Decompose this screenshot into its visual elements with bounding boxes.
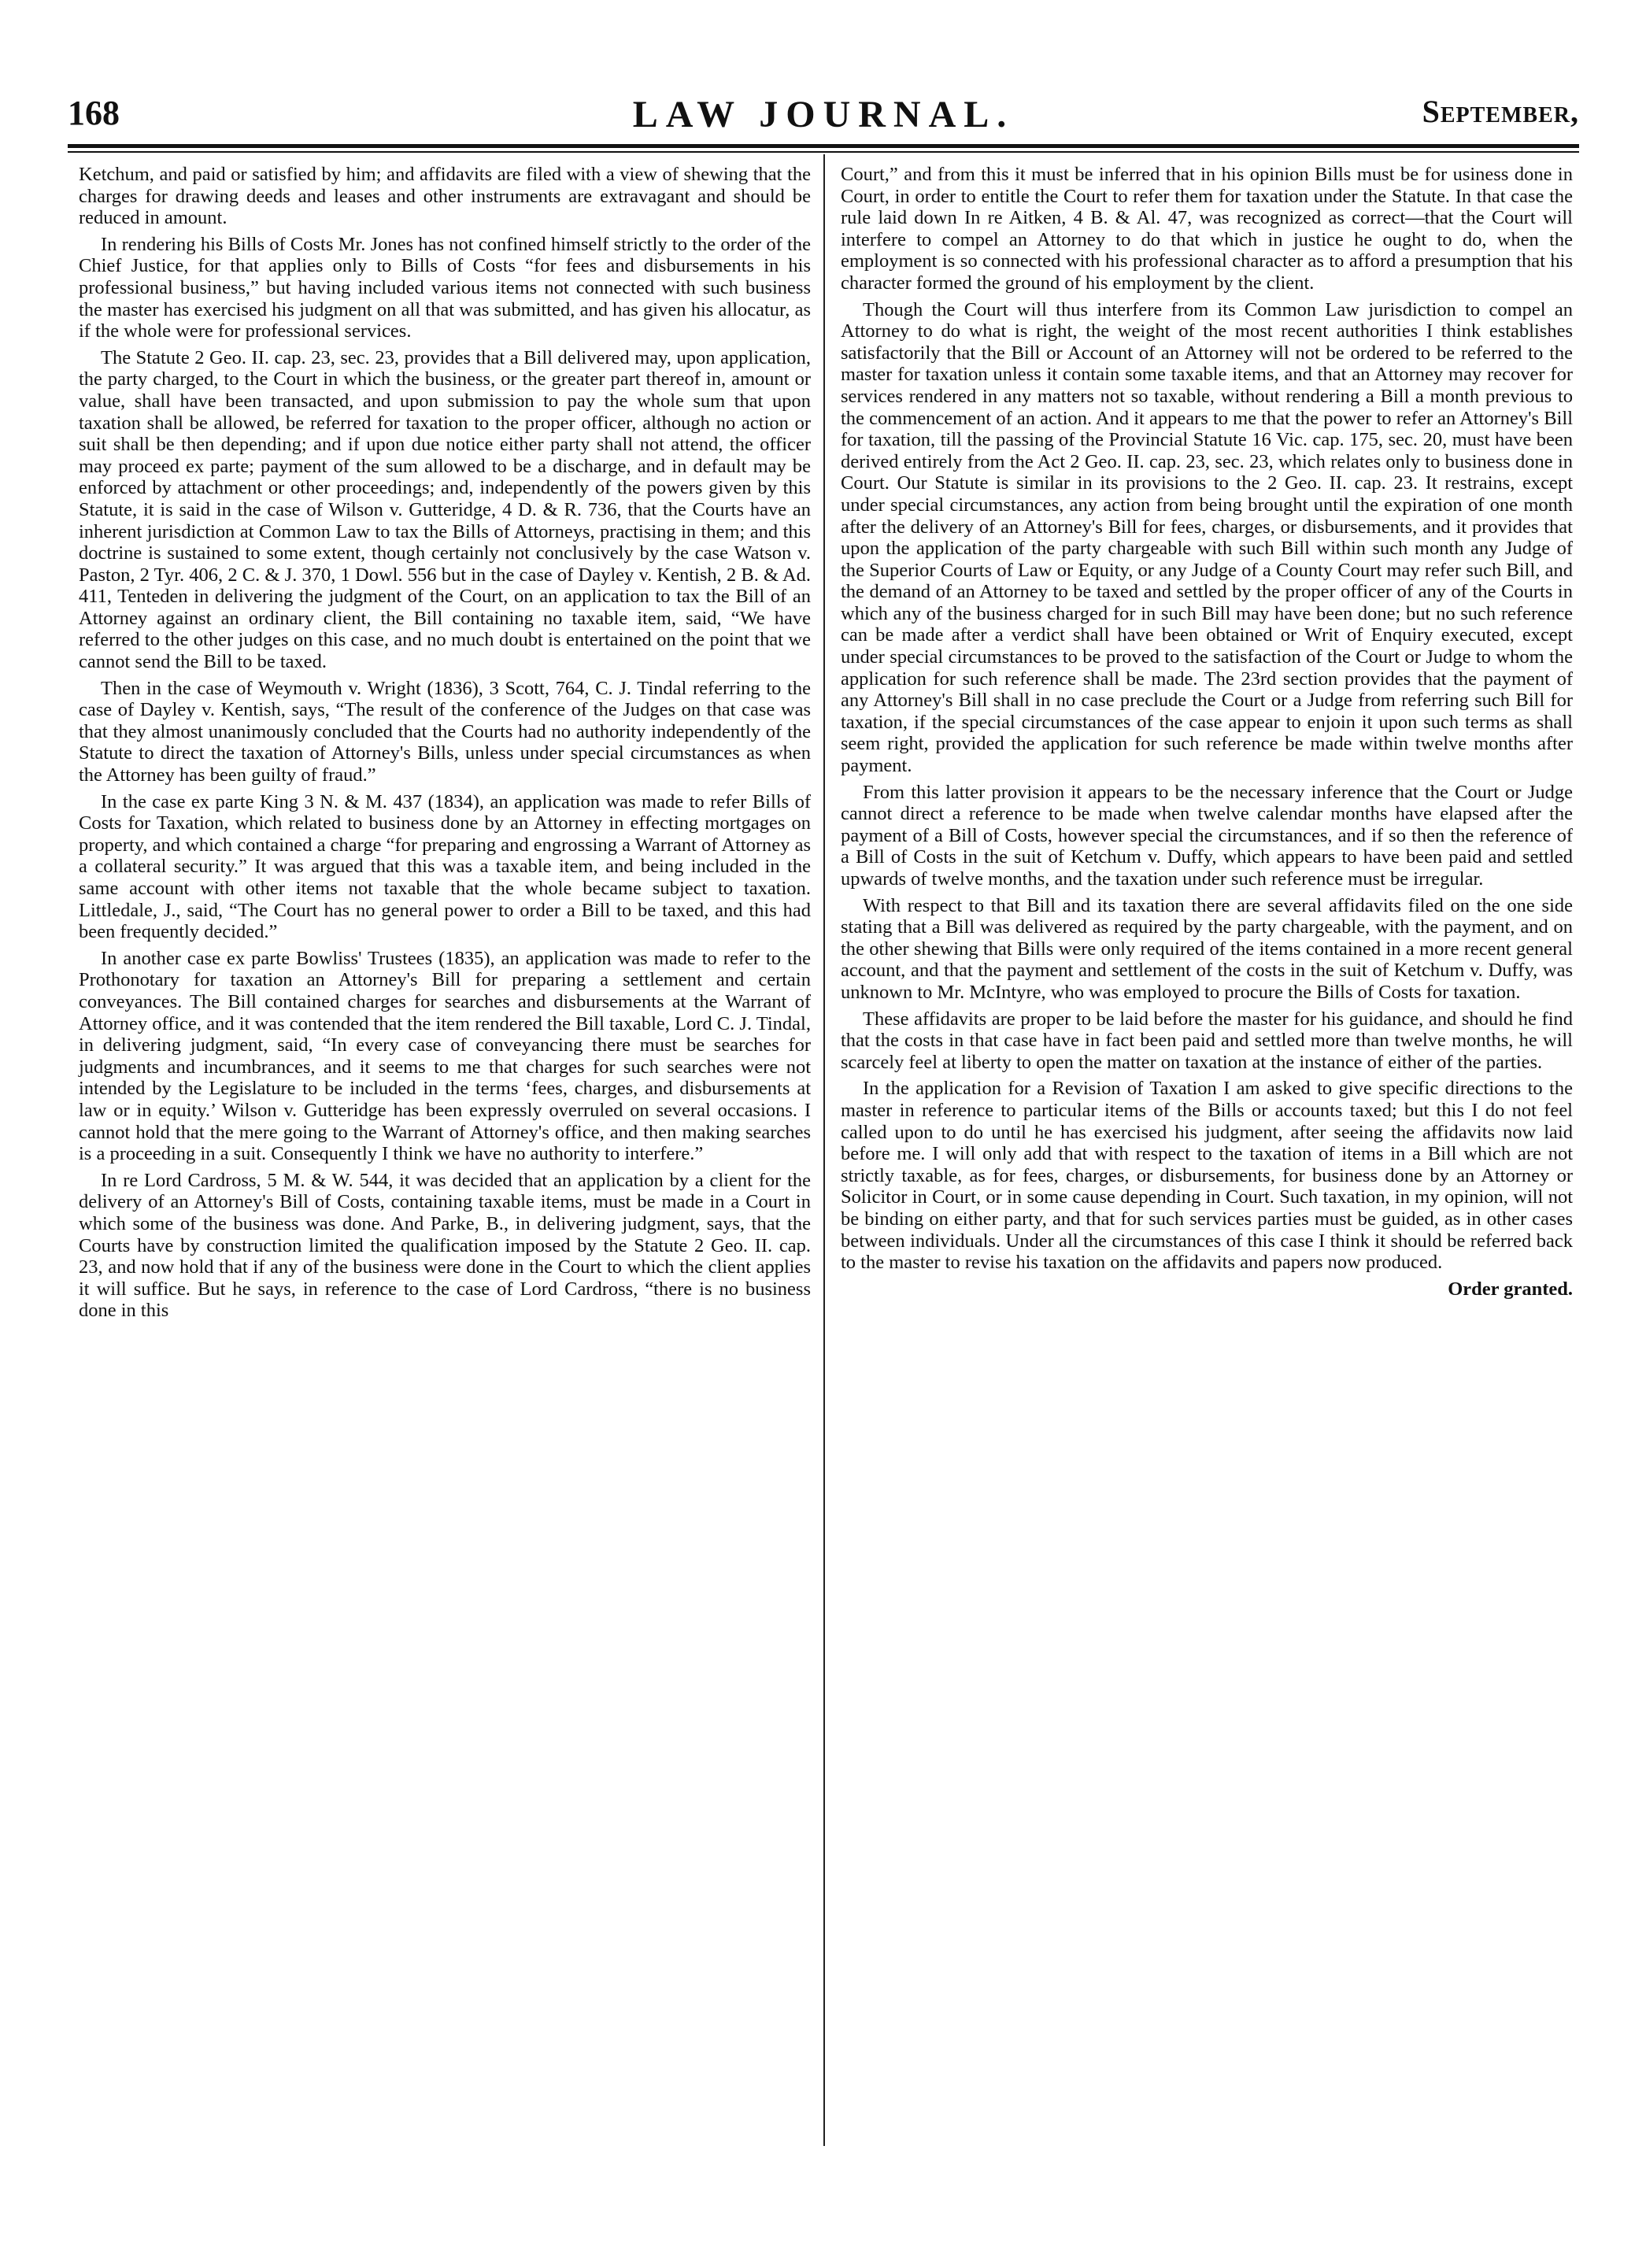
paragraph: Court,” and from this it must be inferred that in his opinion Bills must be for usiness done in Court, in order to entitle the Court to refer them for taxation under the Statute. In that case the rule laid down In re Aitken, 4 B. & Al. 47, was recognized as correct—that the Court will interfere to compel an Attorney to do that which in justice he ought to do, when the employment is so connected with his professional character as to afford a presumption that his character formed the ground of his employment by the client. <box>841 164 1573 294</box>
page-number: 168 <box>68 94 120 132</box>
paragraph: With respect to that Bill and its taxation there are several affidavits filed on the one side stating that a Bill was delivered as required by the party chargeable, with the payment, and on the other shewing that Bills were only required of the items contained in a more recent general account, and that the payment and settlement of the costs in the suit of Ketchum v. Duffy, was unknown to Mr. McIntyre, who was employed to procure the Bills of Costs for taxation. <box>841 894 1573 1003</box>
paragraph: From this latter provision it appears to be the necessary inference that the Court or Judge cannot direct a reference to be made when twelve calendar months have elapsed after the payment of a Bill of Costs, however special the circumstances, and if so then the reference of a Bill of Costs in the suit of Ketchum v. Duffy, which appears to have been paid and settled upwards of twelve months, and the taxation under such reference must be irregular. <box>841 781 1573 890</box>
paragraph: In re Lord Cardross, 5 M. & W. 544, it was decided that an application by a client for the delivery of an Attorney's Bill of Costs, containing taxable items, must be made in a Court in which some of the business was done. And Parke, B., in delivering judgment, says, that the Courts have by construction limited the qualification imposed by the Statute 2 Geo. II. cap. 23, and now hold that if any of the business were done in the Court to which the client applies it will suffice. But he says, in reference to the case of Lord Cardross, “there is no business done in this <box>79 1169 811 1322</box>
column-divider <box>823 154 825 2146</box>
issue-month: September, <box>1422 94 1579 129</box>
running-head <box>68 93 1579 140</box>
paragraph: In another case ex parte Bowliss' Trustees (1835), an application was made to refer to the Prothonotary for taxation an Attorney's Bill for preparing a settlement and certain conveyances. The Bill contained charges for searches and disbursements at the Warrant of Attorney office, and it was contended that the item rendered the Bill taxable, Lord C. J. Tindal, in delivering judgment, said, “In every case of conveyancing there must be searches for judgments and incumbrances, and it seems to me that charges for such searches were not intended by the Legislature to be included in the terms ‘fees, charges, and disbursements at law or in equity.’ Wilson v. Gutteridge has been expressly overruled on several occasions. I cannot hold that the mere going to the Warrant of Attorney's office, and then making searches is a proceeding in a suit. Consequently I think we have no authority to interfere.” <box>79 947 811 1165</box>
paragraph: Then in the case of Weymouth v. Wright (1836), 3 Scott, 764, C. J. Tindal referring to the case of Dayley v. Kentish, says, “The result of the conference of the Judges on that case was that they almost unanimously concluded that the Courts had no authority independently of the Statute to direct the taxation of Attorney's Bills, unless under special circumstances as when the Attorney has been guilty of fraud.” <box>79 677 811 786</box>
paragraph: These affidavits are proper to be laid before the master for his guidance, and should he find that the costs in that case have in fact been paid and settled more than twelve months, he will scarcely feel at liberty to open the matter on taxation at the instance of either of the parties. <box>841 1008 1573 1073</box>
order-granted: Order granted. <box>1448 1278 1573 1300</box>
header-rule-thin <box>68 151 1579 153</box>
paragraph: In the application for a Revision of Taxation I am asked to give specific directions to the master in reference to particular items of the Bills or accounts taxed; but this I do not feel called upon to do until he has exercised his judgment, after seeing the affidavits now laid before me. I will only add that with respect to the taxation of items in a Bill which are not strictly taxable, as for fees, charges, or disbursements, for business done by an Attorney or Solicitor in Court, or in some cause depending in Court. Such taxation, in my opinion, will not be binding on either party, and that for such services parties must be guided, as in other cases between individuals. Under all the circumstances of this case I think it should be referred back to the master to revise his taxation on the affidavits and papers now produced. <box>841 1078 1573 1274</box>
right-column <box>841 164 1573 1304</box>
paragraph: The Statute 2 Geo. II. cap. 23, sec. 23, provides that a Bill delivered may, upon application, the party charged, to the Court in which the business, or the greater part thereof in, amount or value, shall have been transacted, and upon submission to pay the whole sum that upon taxation shall be allowed, be referred for taxation to the proper officer, although no action or suit shall be then depending; and if upon due notice either party shall not attend, the officer may proceed ex parte; payment of the sum allowed to be a discharge, and in default may be enforced by attachment or other proceedings; and, independently of the powers given by this Statute, it is said in the case of Wilson v. Gutteridge, 4 D. & R. 736, that the Courts have an inherent jurisdiction at Common Law to tax the Bills of Attorneys, practising in them; and this doctrine is sustained to some extent, though certainly not conclusively by the case Watson v. Paston, 2 Tyr. 406, 2 C. & J. 370, 1 Dowl. 556 but in the case of Dayley v. Kentish, 2 B. & Ad. 411, Tenteden in delivering the judgment of the Court, on an application to tax the Bill of an Attorney against an ordinary client, the Bill containing no taxable item, said, “We have referred to the other judges on this case, and no much doubt is entertained on the point that we cannot send the Bill to be taxed. <box>79 346 811 673</box>
paragraph: In rendering his Bills of Costs Mr. Jones has not confined himself strictly to the order of the Chief Justice, for that applies only to Bills of Costs “for fees and disbursements in his professional business,” but having included various items not connected with such business the master has exercised his judgment on all that was submitted, and has given his allocatur, as if the whole were for professional services. <box>79 233 811 342</box>
header-rule-thick <box>68 144 1579 148</box>
paragraph: In the case ex parte King 3 N. & M. 437 (1834), an application was made to refer Bills of Costs for Taxation, which related to business done by an Attorney in effecting mortgages on property, and which contained a charge “for preparing and engrossing a Warrant of Attorney as a collateral security.” It was argued that this was a taxable item, and being included in the same account with other items not taxable that the whole became subject to taxation. Littledale, J., said, “The Court has no general power to order a Bill to be taxed, and this had been frequently decided.” <box>79 790 811 943</box>
journal-title: LAW JOURNAL. <box>632 94 1015 135</box>
paragraph: Ketchum, and paid or satisfied by him; and affidavits are filed with a view of shewing that the charges for drawing deeds and leases and other instruments are extravagant and should be reduced in amount. <box>79 164 811 229</box>
paragraph: Though the Court will thus interfere from its Common Law jurisdiction to compel an Attorney to do what is right, the weight of the most recent authorities I think establishes satisfactorily that the Bill or Account of an Attorney will not be ordered to be referred to the master for taxation unless it contain some taxable items, and that an Attorney may recover for services rendered in any matters not so taxable, without rendering a Bill a month previous to the commencement of an action. And it appears to me that the power to refer an Attorney's Bill for taxation, till the passing of the Provincial Statute 16 Vic. cap. 175, sec. 20, must have been derived entirely from the Act 2 Geo. II. cap. 23, sec. 23, which relates only to business done in Court. Our Statute is similar in its provisions to the 2 Geo. II. cap. 23. It restrains, except under special circumstances, any action from being brought until the expiration of one month after the delivery of an Attorney's Bill for fees, charges, or disbursements, and it provides that upon the application of the party chargeable with such Bill within such month any Judge of the Superior Courts of Law or Equity, or any Judge of a County Court may refer such Bill, and the demand of an Attorney to be taxed and settled by the proper officer of any of the Courts in which any of the business charged for in such Bill may have been done; but no such reference can be made after a verdict shall have been obtained or Writ of Enquiry executed, except under special circumstances to be proved to the satisfaction of the Court or Judge to whom the application for such reference shall be made. The 23rd section provides that the payment of any Attorney's Bill shall in no case preclude the Court or a Judge from referring such Bill for taxation, if the special circumstances of the case appear to enjoin it upon such terms as shall seem right, provided the application for such reference be made within twelve months after payment. <box>841 298 1573 777</box>
left-column <box>79 164 811 1326</box>
